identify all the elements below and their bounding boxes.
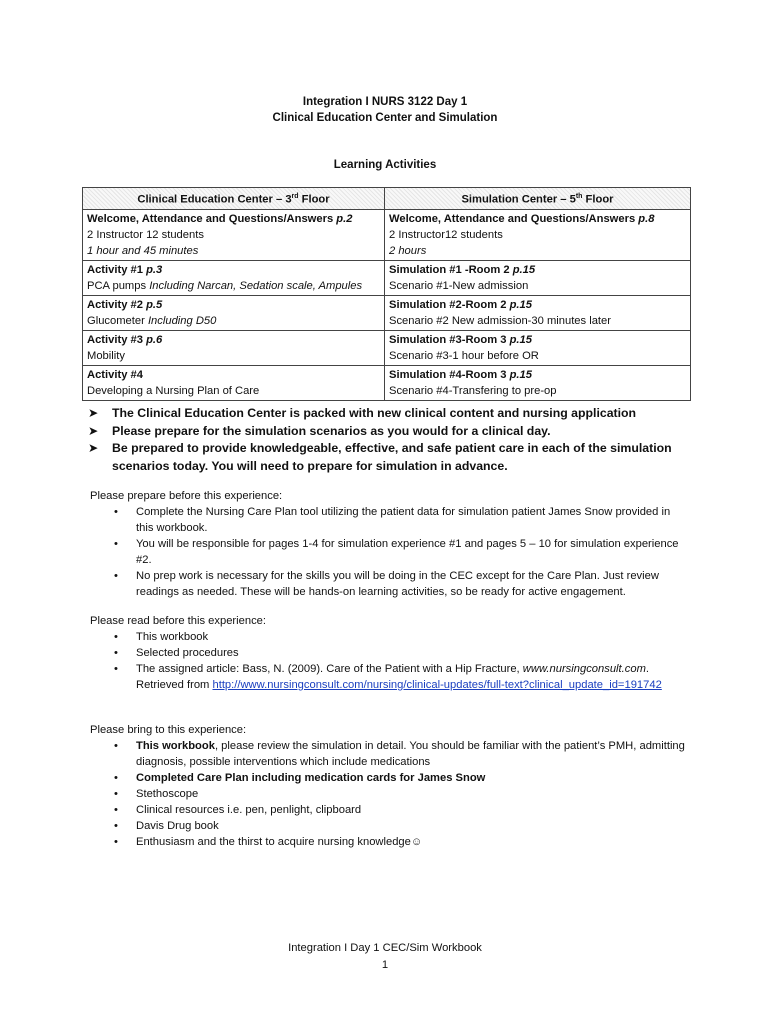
arrow-bullet-icon: ➤ bbox=[88, 441, 99, 455]
read-heading: Please read before this experience: bbox=[90, 615, 267, 627]
bring-section bbox=[90, 722, 690, 850]
list-item: • Enthusiasm and the thirst to acquire nursing knowledge☺ bbox=[114, 836, 423, 848]
list-item: • Selected procedures bbox=[114, 647, 239, 659]
round-bullet-icon: • bbox=[114, 740, 118, 752]
footer-title: Integration I Day 1 CEC/Sim Workbook bbox=[288, 942, 482, 954]
table-cell: Activity #2 p.5 Glucometer Including D50 bbox=[83, 295, 385, 330]
round-bullet-icon: • bbox=[114, 663, 118, 675]
list-item: • This workbook bbox=[114, 631, 209, 643]
table-row bbox=[83, 209, 691, 260]
arrow-bullet-icon: ➤ bbox=[88, 406, 99, 420]
table-cell: Activity #4 Developing a Nursing Plan of Care bbox=[83, 365, 385, 400]
round-bullet-icon: • bbox=[114, 820, 118, 832]
table-row bbox=[83, 295, 691, 330]
round-bullet-icon: • bbox=[114, 506, 118, 518]
table-cell: Activity #1 p.3 PCA pumps Including Narcan, Sedation scale, Ampules bbox=[83, 260, 385, 295]
round-bullet-icon: • bbox=[114, 570, 118, 582]
prepare-section bbox=[90, 488, 690, 600]
table-cell: Activity #3 p.6 Mobility bbox=[83, 330, 385, 365]
highlights-list bbox=[88, 405, 688, 475]
read-section bbox=[90, 613, 690, 693]
table-header-row bbox=[83, 188, 691, 210]
round-bullet-icon: • bbox=[114, 647, 118, 659]
round-bullet-icon: • bbox=[114, 804, 118, 816]
list-item: • Davis Drug book bbox=[114, 820, 219, 832]
bring-heading: Please bring to this experience: bbox=[90, 724, 247, 736]
table-cell: Welcome, Attendance and Questions/Answers p.2 2 Instructor 12 students 1 hour and 45 minutes bbox=[83, 209, 385, 260]
learning-activities-heading: Learning Activities bbox=[333, 159, 437, 171]
table-cell: Simulation #1 -Room 2 p.15 Scenario #1-New admission bbox=[385, 260, 691, 295]
sim-column-header: Simulation Center – 5th Floor bbox=[385, 188, 691, 210]
table-row bbox=[83, 365, 691, 400]
prepare-heading: Please prepare before this experience: bbox=[90, 490, 283, 502]
round-bullet-icon: • bbox=[114, 538, 118, 550]
table-row bbox=[83, 260, 691, 295]
round-bullet-icon: • bbox=[114, 836, 118, 848]
list-item: ➤ Be prepared to provide knowledgeable, effective, and safe patient care in each of the simulation scenarios today. You will need to prepare for simulation in advance. bbox=[88, 441, 672, 473]
list-item: • No prep work is necessary for the skills you will be doing in the CEC except for the Care Plan. Just review readings as needed. These will be hands-on learning activities, so be ready for active engagement. bbox=[114, 570, 659, 598]
cec-column-header: Clinical Education Center – 3rd Floor bbox=[83, 188, 385, 210]
list-item: • You will be responsible for pages 1-4 for simulation experience #1 and pages 5 – 10 for simulation experience #2. bbox=[114, 538, 679, 566]
article-link[interactable]: http://www.nursingconsult.com/nursing/clinical-updates/full-text?clinical_update_id=191742 bbox=[212, 679, 662, 691]
document-title: Integration I NURS 3122 Day 1 bbox=[302, 96, 468, 108]
list-item: • The assigned article: Bass, N. (2009). Care of the Patient with a Hip Fracture, www.nursingconsult.com. Retrieved from http://www.nursingconsult.com/nursing/clinical-updates/full-text?clinical_update_id=191742 bbox=[114, 663, 662, 691]
list-item: • Complete the Nursing Care Plan tool utilizing the patient data for simulation patient James Snow provided in this workbook. bbox=[114, 506, 671, 534]
table-cell: Welcome, Attendance and Questions/Answers p.8 2 Instructor12 students 2 hours bbox=[385, 209, 691, 260]
table-cell: Simulation #4-Room 3 p.15 Scenario #4-Transfering to pre-op bbox=[385, 365, 691, 400]
list-item: • This workbook, please review the simulation in detail. You should be familiar with the patient’s PMH, admitting diagnosis, possible interventions which include medications bbox=[114, 740, 685, 768]
list-item: • Completed Care Plan including medication cards for James Snow bbox=[114, 772, 486, 784]
round-bullet-icon: • bbox=[114, 788, 118, 800]
list-item: • Clinical resources i.e. pen, penlight, clipboard bbox=[114, 804, 362, 816]
list-item: • Stethoscope bbox=[114, 788, 199, 800]
list-item: ➤ The Clinical Education Center is packed with new clinical content and nursing application bbox=[88, 405, 688, 423]
page-number: 1 bbox=[381, 959, 389, 971]
table-cell: Simulation #2-Room 2 p.15 Scenario #2 New admission-30 minutes later bbox=[385, 295, 691, 330]
table-row bbox=[83, 330, 691, 365]
list-item: ➤ Please prepare for the simulation scenarios as you would for a clinical day. bbox=[88, 423, 688, 441]
round-bullet-icon: • bbox=[114, 772, 118, 784]
table-cell: Simulation #3-Room 3 p.15 Scenario #3-1 hour before OR bbox=[385, 330, 691, 365]
activities-table bbox=[82, 187, 691, 401]
document-subtitle: Clinical Education Center and Simulation bbox=[272, 112, 498, 124]
round-bullet-icon: • bbox=[114, 631, 118, 643]
arrow-bullet-icon: ➤ bbox=[88, 423, 99, 438]
